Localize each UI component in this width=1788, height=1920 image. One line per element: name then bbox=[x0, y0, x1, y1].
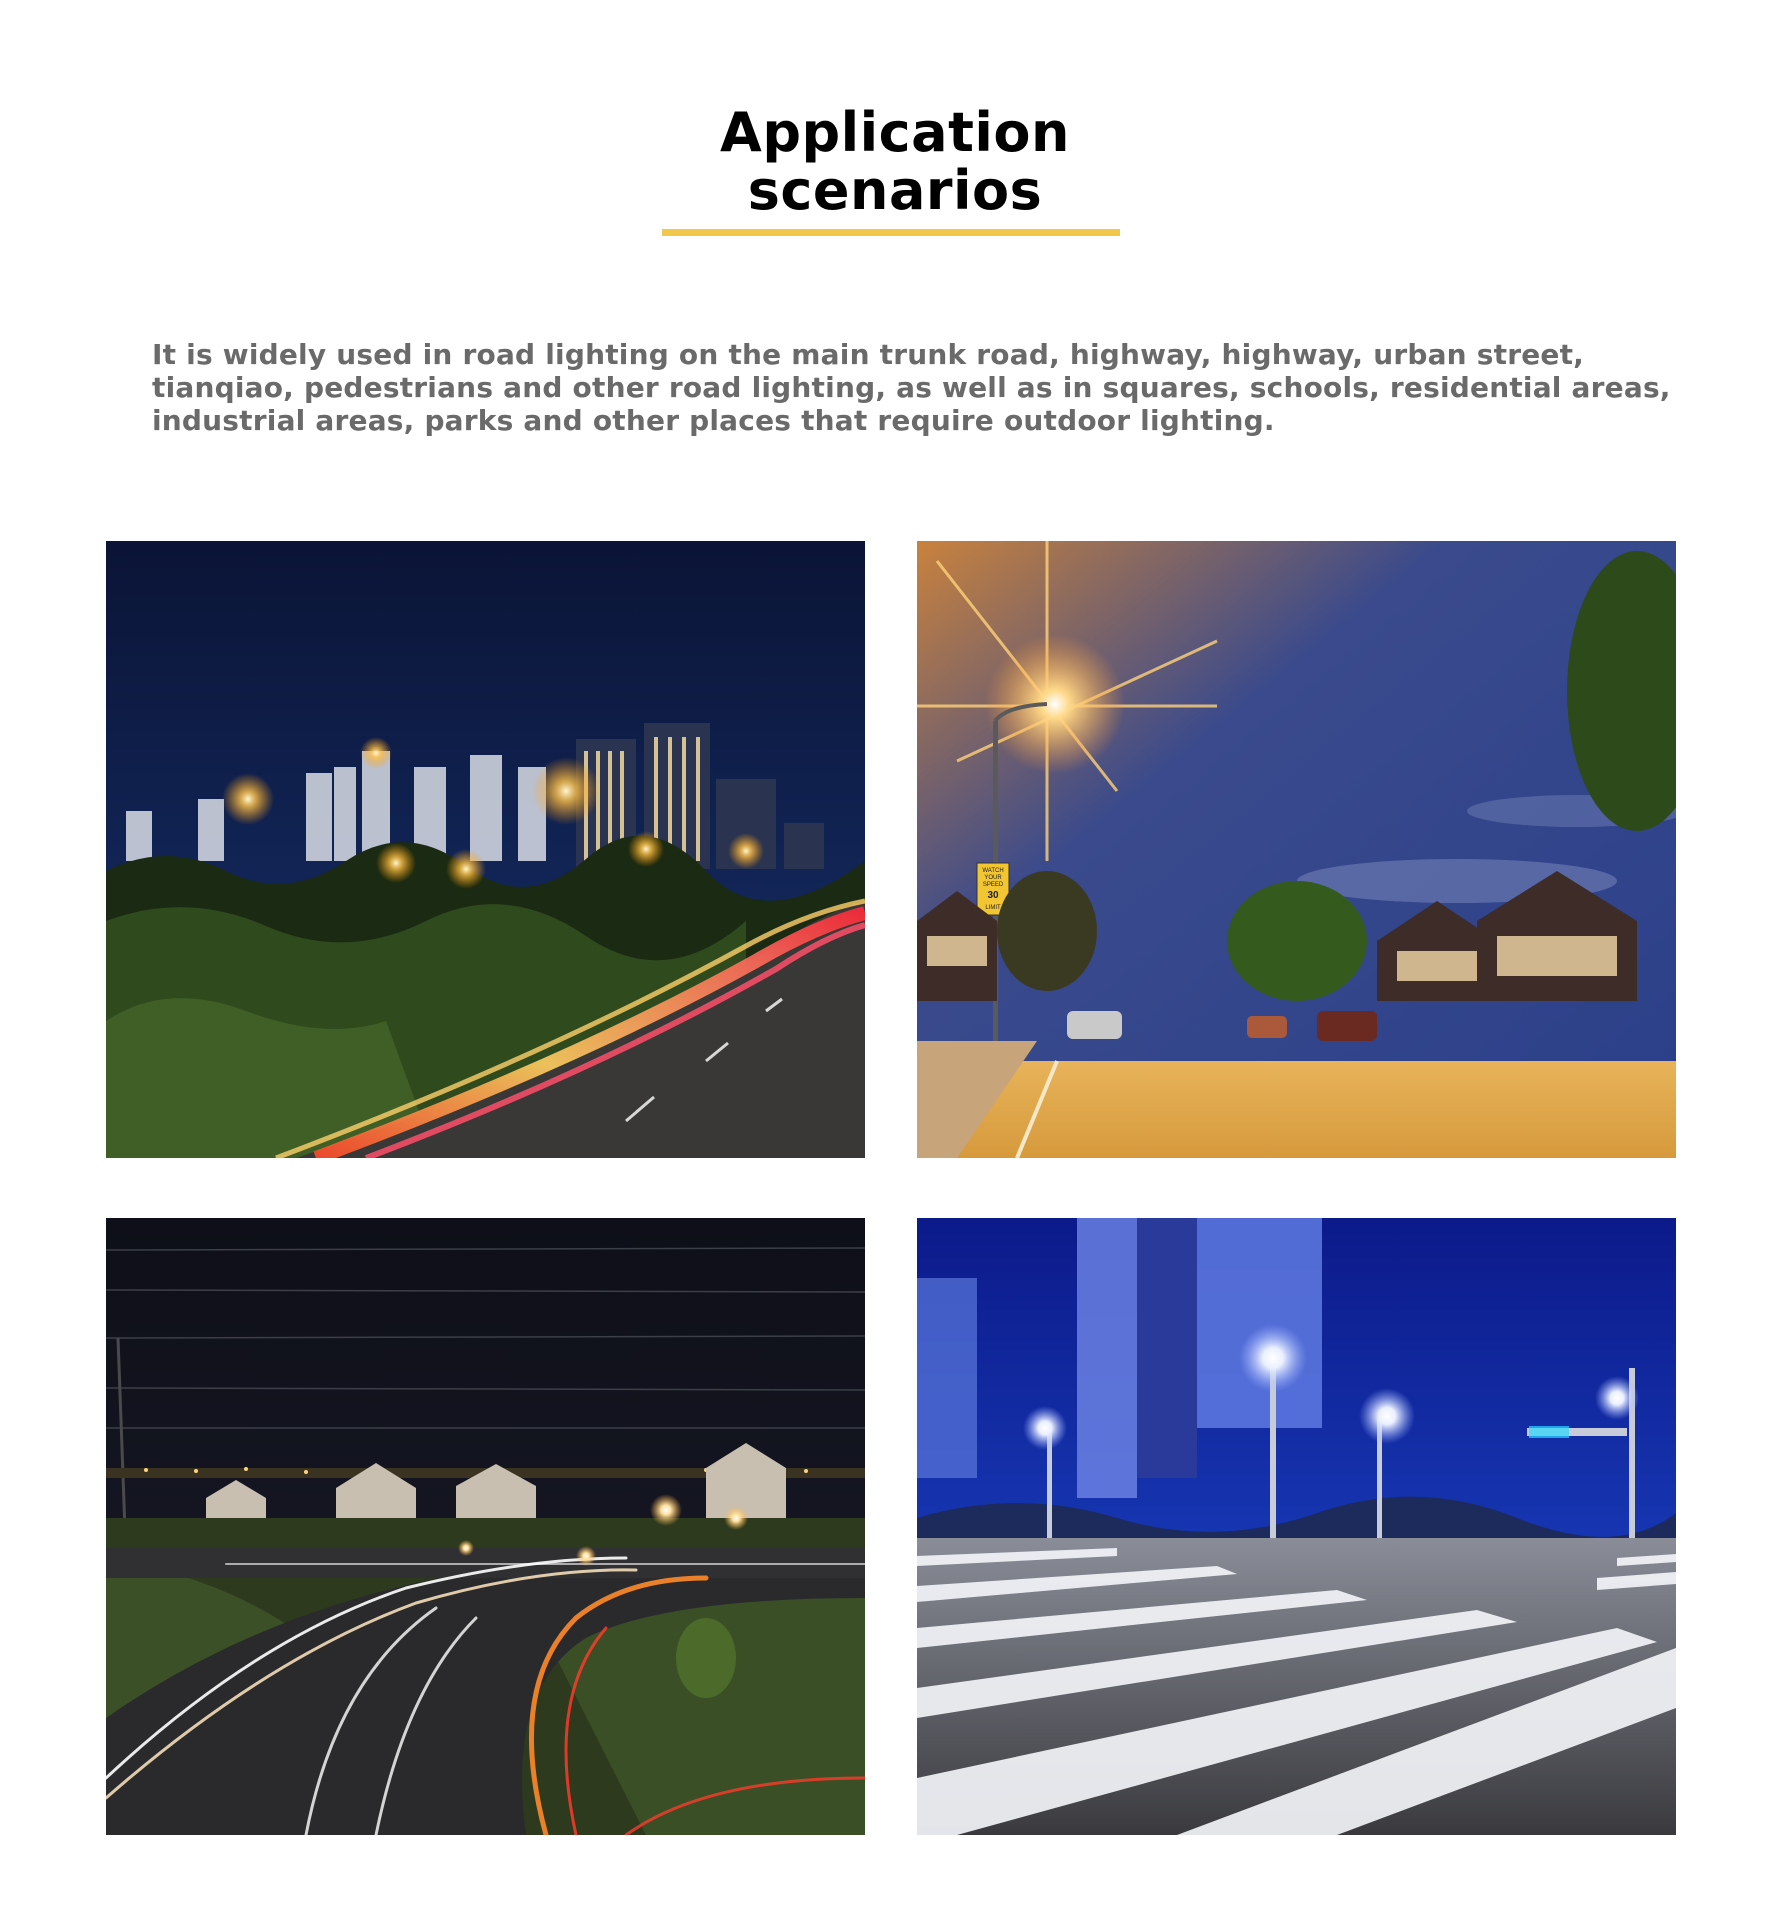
description-line-1: It is widely used in road lighting on the main trunk road, highway, highway, urban street, bbox=[152, 338, 1585, 371]
sign-text-1: WATCH bbox=[982, 868, 1004, 874]
title-underline bbox=[662, 229, 1120, 236]
title-line-1: Application bbox=[720, 101, 1070, 164]
sign-text-2: YOUR bbox=[984, 875, 1002, 881]
title-line-2: scenarios bbox=[747, 159, 1043, 222]
page-title bbox=[660, 101, 1130, 222]
city-highway-night-photo bbox=[106, 541, 865, 1158]
sign-text-3: SPEED bbox=[982, 882, 1004, 888]
sign-text-5: LIMIT bbox=[985, 905, 1001, 911]
sign-text-4: 30 bbox=[987, 890, 999, 901]
urban-crosswalk-night-photo bbox=[917, 1218, 1676, 1835]
description-line-2: tianqiao, pedestrians and other road lighting, as well as in squares, schools, residential areas, bbox=[152, 371, 1671, 404]
residential-street-lamp-photo bbox=[917, 541, 1676, 1158]
suburban-intersection-light-trails-photo bbox=[106, 1218, 865, 1835]
description-line-3: industrial areas, parks and other places that require outdoor lighting. bbox=[152, 404, 1275, 437]
description-text bbox=[152, 338, 1671, 437]
